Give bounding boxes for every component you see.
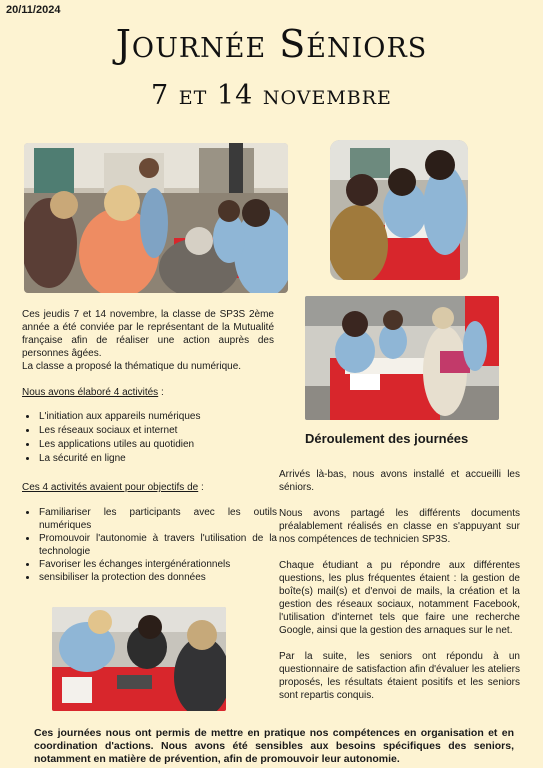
publication-date: 20/11/2024	[6, 4, 61, 16]
photo-event-hall	[24, 143, 288, 293]
list-item: Les applications utiles au quotidien	[22, 438, 277, 451]
intro-paragraph-theme: La classe a proposé la thématique du numérique.	[22, 361, 242, 372]
activities-list	[22, 410, 277, 466]
list-item: Promouvoir l'autonomie à travers l'utilisation de la technologie	[22, 532, 277, 558]
deroulement-paragraph: Par la suite, les seniors ont répondu à un questionnaire de satisfaction afin d'évaluer les ateliers proposés, les résultats étaient positifs et les seniors sont repartis conquis.	[279, 651, 520, 701]
page-subtitle: 7 et 14 novembre	[151, 80, 392, 111]
photo-table-closeup	[52, 607, 226, 711]
list-item: La sécurité en ligne	[22, 452, 277, 465]
list-item: Familiariser les participants avec les outils numériques	[22, 506, 277, 532]
activities-heading-colon: :	[158, 387, 164, 398]
activities-heading-text: Nous avons élaboré 4 activités	[22, 387, 159, 398]
intro-paragraph: Ces jeudis 7 et 14 novembre, la classe de SP3S 2ème année a été conviée par le représentant de la Mutualité française afin de réaliser une action auprès des personnes âgées.	[22, 309, 274, 359]
list-item: L'initiation aux appareils numériques	[22, 410, 277, 423]
list-item: sensibiliser la protection des données	[22, 571, 277, 584]
list-item: Favoriser les échanges intergénérationnels	[22, 558, 277, 571]
deroulement-text	[279, 468, 520, 715]
deroulement-heading: Déroulement des journées	[305, 431, 469, 446]
photo-stand	[305, 296, 499, 420]
conclusion-text: Ces journées nous ont permis de mettre en pratique nos compétences en organisation et en coordination d'actions. Nous avons été sensibles aux besoins spécifiques des seniors, notamment en matière de prévention, afin de promouvoir leur autonomie.	[34, 727, 514, 765]
deroulement-paragraph: Nous avons partagé les différents documents préalablement réalisés en classe en s'appuyant sur nos compétences de technicien SP3S.	[279, 508, 520, 545]
list-item: Les réseaux sociaux et internet	[22, 424, 277, 437]
objectives-heading-text: Ces 4 activités avaient pour objectifs de	[22, 482, 199, 493]
objectives-list	[22, 506, 277, 584]
intro-text	[22, 308, 274, 373]
photo-students-helping	[330, 140, 468, 280]
page-title: Journée Séniors	[115, 22, 428, 66]
deroulement-paragraph: Chaque étudiant a pu répondre aux différentes questions, les plus fréquentes étaient : la gestion de boîte(s) mail(s) et d'envoi de mails, la création et la gestion des réseaux sociaux, notamment Facebook, l'utilisation d'internet tels que faire une recherche Google, ainsi que la gestion des arnaques sur le net.	[279, 560, 520, 636]
activities-heading	[22, 386, 164, 399]
deroulement-paragraph: Arrivés là-bas, nous avons installé et accueilli les séniors.	[279, 469, 520, 493]
objectives-heading	[22, 481, 204, 494]
objectives-heading-colon: :	[198, 482, 204, 493]
